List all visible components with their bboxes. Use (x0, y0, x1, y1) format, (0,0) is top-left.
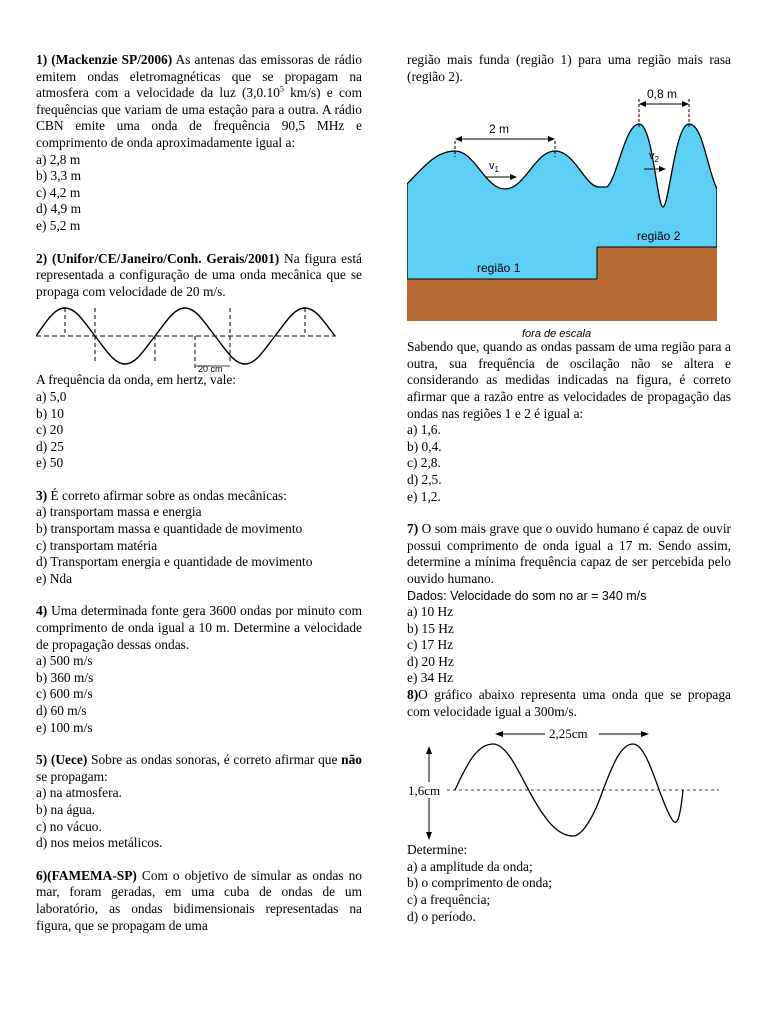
question-5 (36, 752, 362, 852)
question-source: (Unifor/CE/Janeiro/Conh. Gerais/2001) (51, 250, 280, 266)
option: c) 2,8. (407, 455, 441, 471)
option: d) o período. (407, 908, 476, 924)
right-column (407, 52, 731, 925)
question-number: 4) (36, 603, 48, 619)
question-text: As antenas das emissoras de rádio emitem ondas eletromagnéticas que se propagam na atmosfera com a velocidade da luz (3,0.10 (36, 52, 362, 101)
question-text: O som mais grave que o ouvido humano é capaz de ouvir possui comprimento de onda igual a 17 m. Sendo assim, determine a mínima frequência capaz de ser percebida pelo ouvido humano. (407, 521, 731, 586)
instruction: Determine: (407, 842, 468, 858)
option: b) na água. (36, 801, 96, 817)
option: e) 50 (36, 455, 64, 471)
question-text: Sabendo que, quando as ondas passam de uma região para a outra, sua frequência de oscilação não se altera e considerando as medidas indicadas na figura, é correto afirmar que a razão entre as velocidades de propagação das ondas nas regiões 1 e 2 é igual a: (407, 339, 731, 421)
option: b) 10 (36, 405, 64, 421)
wave-length-label: 20 cm (198, 364, 223, 373)
option: c) 17 Hz (407, 637, 454, 653)
region-2-label: região 2 (637, 229, 681, 244)
option: a) 500 m/s (36, 653, 93, 669)
option: a) na atmosfera. (36, 785, 122, 801)
option: a) 1,6. (407, 422, 441, 438)
question-text: O gráfico abaixo representa uma onda que se propaga com velocidade igual a 300m/s. (407, 687, 731, 719)
option: c) transportam matéria (36, 537, 158, 553)
wave-height-label: 1,6cm (408, 783, 441, 799)
question-text: Uma determinada fonte gera 3600 ondas por minuto com comprimento de onda igual a 10 m. Determine a velocidade de propagação dessas ondas. (36, 603, 362, 652)
option: d) Transportam energia e quantidade de movimento (36, 554, 313, 570)
question-6 (36, 868, 362, 934)
left-column (36, 52, 362, 950)
option: e) 100 m/s (36, 719, 93, 735)
option: a) 2,8 m (36, 151, 81, 167)
question-4 (36, 603, 362, 736)
option: c) no vácuo. (36, 818, 102, 834)
question-number: 1) (36, 52, 48, 67)
option: c) 600 m/s (36, 686, 93, 702)
wave-figure-q8 (407, 724, 731, 842)
option: b) 3,3 m (36, 168, 82, 184)
option: c) a frequência; (407, 892, 491, 908)
option: d) 20 Hz (407, 653, 454, 669)
option: b) 0,4. (407, 438, 442, 454)
question-text: A frequência da onda, em hertz, vale: (36, 372, 237, 388)
option: a) transportam massa e energia (36, 504, 202, 520)
option: c) 4,2 m (36, 184, 81, 200)
label-08m: 0,8 m (647, 89, 678, 102)
exponent: 5 (279, 84, 284, 94)
question-number: 5) (36, 752, 48, 768)
option: d) 25 (36, 438, 64, 454)
option: e) 34 Hz (407, 670, 454, 686)
question-1 (36, 52, 362, 235)
option: b) 15 Hz (407, 620, 454, 636)
question-3 (36, 488, 362, 588)
question-text: Sobre as ondas sonoras, é correto afirmar que (87, 752, 342, 768)
option: d) 60 m/s (36, 703, 87, 718)
option: d) nos meios metálicos. (36, 835, 163, 851)
figure-caption: fora de escala (522, 328, 592, 340)
question-text: km/s) e com frequências que variam de uma estação para a outra. A rádio CBN emite uma onda de frequência 90,5 MHz e comprimento de onda aproximadamente igual a: (36, 85, 362, 150)
question-text: se propagam: (36, 768, 108, 784)
question-8 (407, 687, 731, 720)
option: b) o comprimento de onda; (407, 875, 553, 891)
wave-figure-q2 (36, 300, 362, 372)
v1-label: $v_1$ (489, 160, 499, 175)
option: e) 5,2 m (36, 217, 81, 233)
question-6-continued: região mais funda (região 1) para uma região mais rasa (região 2). (407, 52, 731, 84)
question-number: 2) (36, 250, 48, 266)
question-text: Com o objetivo de simular as ondas no mar, foram geradas, em uma cuba de ondas de um laboratório, as ondas bidimensionais representadas na figura, que se propagam de uma (36, 867, 362, 933)
question-number: 6)(FAMEMA-SP) (36, 867, 137, 883)
option: a) a amplitude da onda; (407, 858, 533, 874)
question-6-statement (407, 339, 731, 505)
option: c) 20 (36, 422, 64, 438)
label-2m: 2 m (489, 122, 510, 137)
wave-graph (407, 724, 731, 842)
region-1-label: região 1 (477, 261, 521, 276)
question-7 (407, 521, 731, 687)
question-number: 7) (407, 521, 419, 537)
question-number: 8) (407, 687, 419, 703)
wave-width-label: 2,25cm (549, 726, 588, 742)
option: d) 4,9 m (36, 201, 82, 217)
emphasis: não (341, 752, 362, 768)
option: e) 1,2. (407, 488, 441, 504)
v2-label: $v_2$ (649, 150, 659, 165)
question-source: (Mackenzie SP/2006) (51, 52, 173, 67)
wave-tank-figure (407, 89, 731, 339)
question-2 (36, 251, 362, 472)
option: a) 5,0 (36, 388, 67, 404)
option: b) 360 m/s (36, 669, 94, 685)
option: b) transportam massa e quantidade de movimento (36, 521, 303, 537)
option: d) 2,5. (407, 471, 442, 487)
wave-diagram (36, 300, 336, 372)
question-source: (Uece) (50, 752, 88, 768)
question-number: 3) (36, 487, 48, 503)
question-text: Na figura está representada a configuração de uma onda mecânica que se propaga com velocidade de 20 m/s. (36, 250, 362, 299)
given-data: Dados: Velocidade do som no ar = 340 m/s (407, 588, 647, 603)
question-8-tasks (407, 842, 731, 925)
option: e) Nda (36, 570, 73, 586)
question-text: É correto afirmar sobre as ondas mecânicas: (47, 487, 287, 503)
option: a) 10 Hz (407, 604, 454, 620)
wave-tank-diagram (407, 89, 731, 339)
